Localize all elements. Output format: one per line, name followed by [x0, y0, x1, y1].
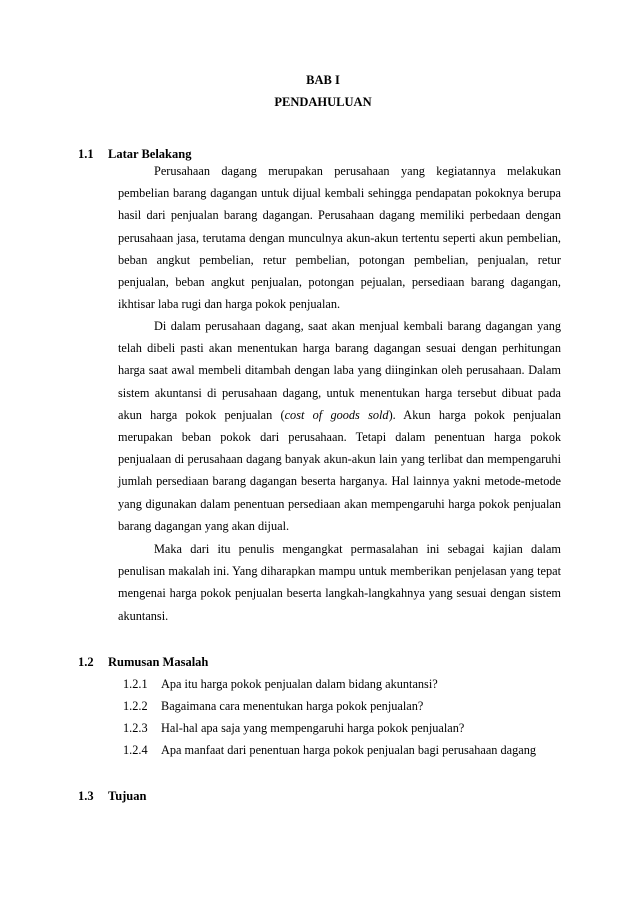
list-item-text: Apa manfaat dari penentuan harga pokok penjualan bagi perusahaan dagang	[161, 743, 537, 757]
list-item-text: Apa itu harga pokok penjualan dalam bidang akuntansi?	[161, 677, 438, 691]
paragraph-2-italic: cost of goods sold	[284, 407, 389, 422]
list-item-number: 1.2.1	[123, 677, 148, 691]
list-item	[123, 676, 573, 692]
section-number-1-1: 1.1	[78, 147, 94, 161]
paragraph-3	[118, 538, 561, 627]
list-item-number: 1.2.4	[123, 743, 148, 757]
list-item	[123, 742, 573, 758]
list-item	[123, 698, 573, 714]
paragraph-3-text: Maka dari itu penulis mengangkat permasalahan ini sebagai kajian dalam penulisan makalah ini. Yang diharapkan mampu untuk memberikan penjelasan yang tepat mengenai harga pokok penjualan beserta langkah-langkahnya yang sesuai dengan sistem akuntansi.	[118, 542, 561, 623]
paragraph-2-text-a: Di dalam perusahaan dagang, saat akan menjual kembali barang dagangan yang telah dibeli pasti akan menentukan harga barang dagangan sesuai dengan perhitungan harga saat awal membeli ditambah dengan laba yang diinginkan oleh perusahaan. Dalam sistem akuntansi di perusahaan dagang, untuk menentukan harga tersebut dibuat pada akun harga pokok penjualan (	[118, 319, 561, 422]
paragraph-1	[118, 160, 561, 315]
list-item	[123, 720, 573, 736]
section-title-latar-belakang: Latar Belakang	[108, 147, 192, 161]
section-title-rumusan-masalah: Rumusan Masalah	[108, 655, 209, 669]
section-number-1-2: 1.2	[78, 655, 94, 669]
list-item-text: Bagaimana cara menentukan harga pokok penjualan?	[161, 699, 424, 713]
list-item-number: 1.2.3	[123, 721, 148, 735]
chapter-label: BAB I	[306, 73, 340, 87]
chapter-title: PENDAHULUAN	[274, 95, 372, 109]
paragraph-2	[118, 315, 561, 537]
list-item-text: Hal-hal apa saja yang mempengaruhi harga pokok penjualan?	[161, 721, 465, 735]
section-title-tujuan: Tujuan	[108, 789, 147, 803]
section-number-1-3: 1.3	[78, 789, 94, 803]
list-item-number: 1.2.2	[123, 699, 148, 713]
paragraph-1-text: Perusahaan dagang merupakan perusahaan yang kegiatannya melakukan pembelian barang dagangan untuk dijual kembali sehingga pendapatan pokoknya berupa hasil dari penjualan barang dagangan. Perusahaan dagang memiliki perbedaan dengan perusahaan jasa, terutama dengan munculnya akun-akun tertentu seperti akun pembelian, beban angkut pembelian, retur pembelian, potongan pembelian, penjualan, retur penjualan, beban angkut penjualan, potongan pejualan, persediaan barang dagangan, ikhtisar laba rugi dan harga pokok penjualan.	[118, 164, 561, 312]
paragraph-2-text-b: ). Akun harga pokok penjualan merupakan beban pokok dari perusahaan. Tetapi dalam penentuan harga pokok penjualaan di perusahaan dagang banyak akun-akun lain yang terlibat dan mempengaruhi jumlah persediaan barang dagangan beserta harganya. Hal lainnya yakni metode-metode yang digunakan dalam penentuan persediaan akan mempengaruhi harga pokok penjualan barang dagangan yang akan dijual.	[118, 407, 561, 533]
